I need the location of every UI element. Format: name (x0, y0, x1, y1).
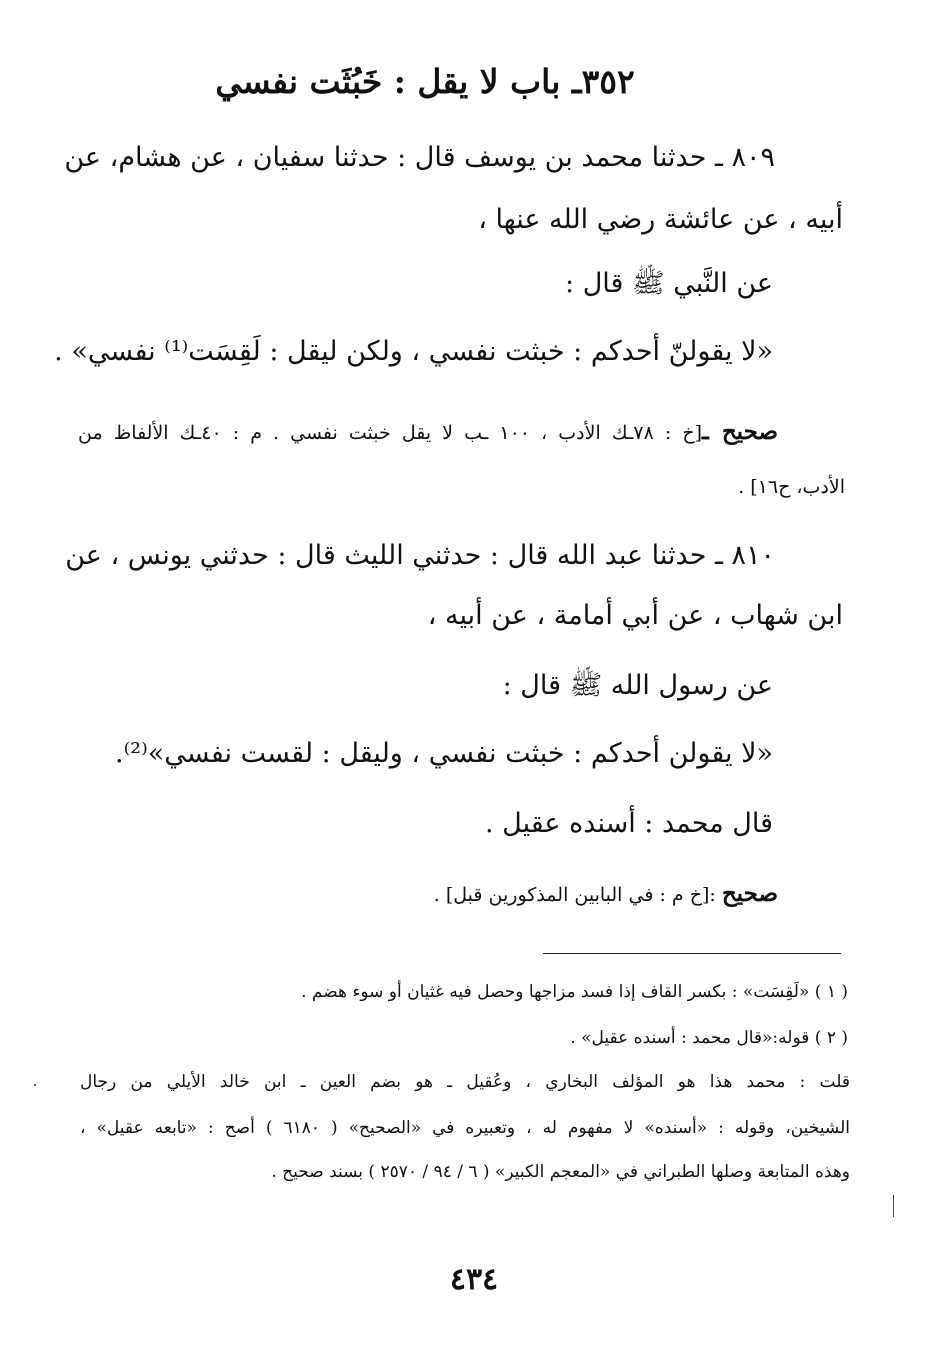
hadith-810-line-1: ٨١٠ ـ حدثنا عبد الله قال : حدثني الليث قال : حدثني يونس ، عن (65, 540, 775, 571)
hadith-809-matn: «لا يقولنّ أحدكم : خبثت نفسي ، ولكن ليقل : لَقِسَت⁽¹⁾ نفسي» . (54, 336, 773, 367)
grade-text: :[خ م : في البابين المذكورين قبل] . (433, 884, 722, 906)
chapter-title: ٣٥٢ـ باب لا يقل : خَبُثَت نفسي (215, 62, 635, 101)
hadith-810-grade (434, 880, 778, 907)
margin-mark (893, 1195, 894, 1217)
grade-text: [خ : ٧٨ـك الأدب ، ١٠٠ ـب لا يقل خبثت نفسي . م : ٤٠ـك الألفاظ من (78, 422, 703, 444)
footnote-1: ( ١ ) «لَقِسَت» : بكسر القاف إذا فسد مزاجها وحصل فيه غثيان أو سوء هضم . (301, 982, 848, 1002)
hadith-809-line-1: ٨٠٩ ـ حدثنا محمد بن يوسف قال : حدثنا سفيان ، عن هشام، عن (64, 142, 775, 173)
footnote-2: ( ٢ ) قوله:«قال محمد : أسنده عقيل» . (570, 1028, 848, 1048)
footnote-note-line-1: قلت : محمد هذا هو المؤلف البخاري ، وعُقيل ـ هو بضم العين ـ ابن خالد الأيلي من رجال (80, 1072, 850, 1092)
footnote-note-line-3: وهذه المتابعة وصلها الطبراني في «المعجم الكبير» ( ٦ / ٩٤ / ٢٥٧٠ ) بسند صحيح . (271, 1162, 850, 1182)
grade-label: صحيح (721, 880, 778, 907)
hadith-809-line-3: عن النَّبي ﷺ قال : (565, 268, 773, 299)
hadith-810-line-5: قال محمد : أسنده عقيل . (485, 808, 773, 839)
hadith-810-line-2: ابن شهاب ، عن أبي أمامة ، عن أبيه ، (427, 600, 843, 631)
footnote-separator (543, 953, 841, 954)
footnote-note-line-2: الشيخين، وقوله : «أسنده» لا مفهوم له ، وتعبيره في «الصحيح» ( ٦١٨٠ ) أصح : «تابعه عقيل» ، (80, 1118, 850, 1138)
hadith-810-line-3: عن رسول الله ﷺ قال : (502, 670, 773, 701)
hadith-809-grade-line-1 (78, 418, 778, 445)
page-number: ٤٣٤ (449, 1262, 499, 1297)
hadith-809-grade-line-2: الأدب، ح١٦] . (738, 476, 845, 498)
grade-label: صحيح ـ (702, 418, 778, 445)
hadith-810-matn: «لا يقولن أحدكم : خبثت نفسي ، وليقل : لقست نفسي»⁽²⁾. (115, 738, 773, 769)
hadith-809-line-2: أبيه ، عن عائشة رضي الله عنها ، (478, 204, 843, 235)
scan-speck (34, 1084, 36, 1086)
